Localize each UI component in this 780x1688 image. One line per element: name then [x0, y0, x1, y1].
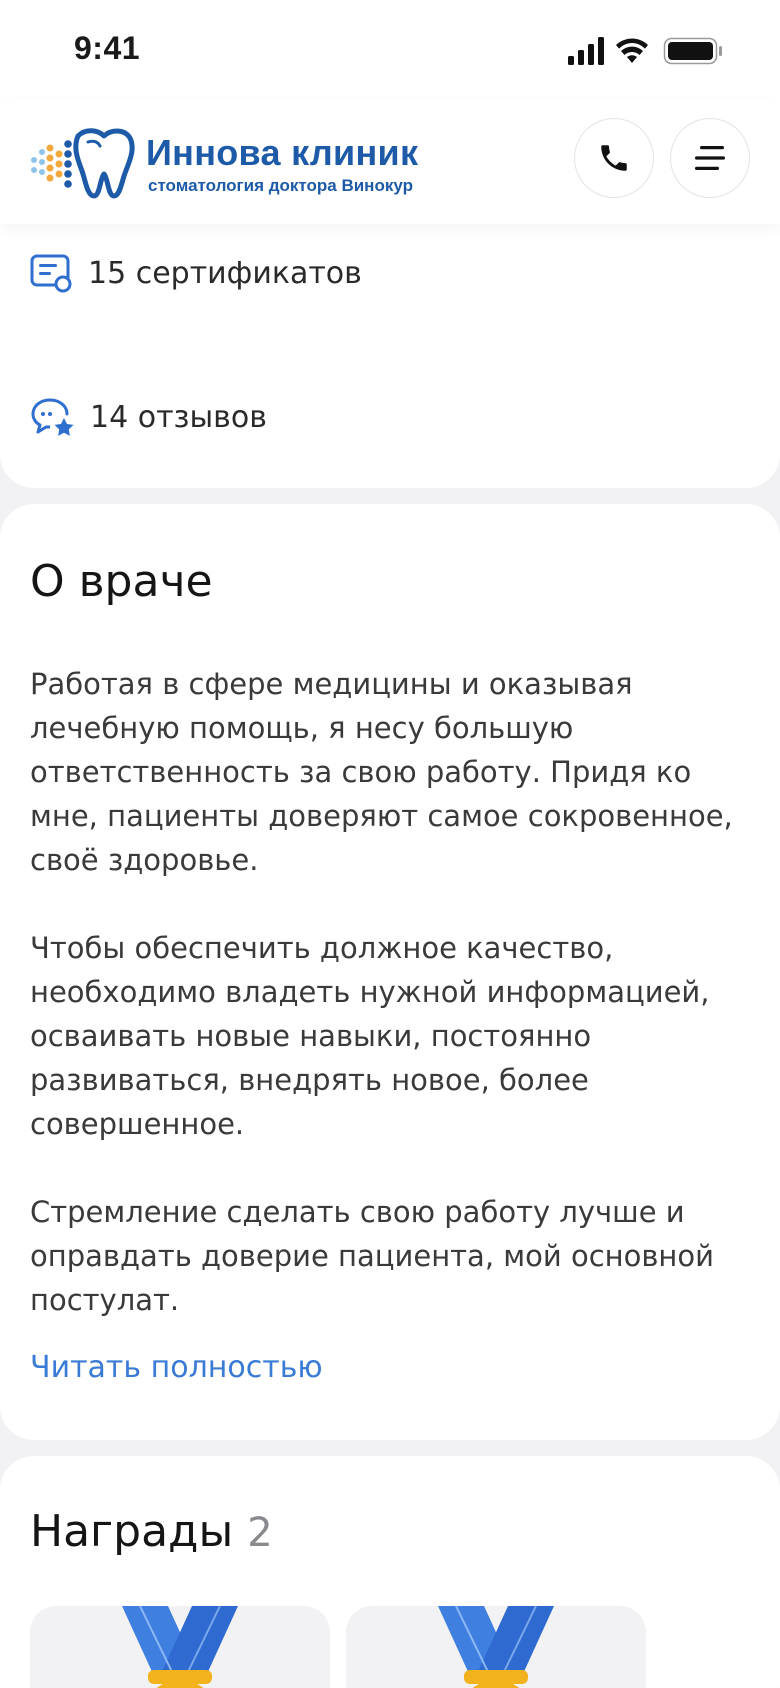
menu-button[interactable]: [670, 118, 750, 198]
awards-card: [0, 1456, 780, 1688]
about-paragraph-2: Чтобы обеспечить должное качество, необходимо владеть нужной информацией, осваивать новые навыки, постоянно развиваться, внедрять новое, более совершенное.: [30, 931, 710, 1141]
certificates-row[interactable]: [30, 248, 362, 298]
medal-icon: [30, 1606, 330, 1688]
medal-icon: [346, 1606, 646, 1688]
clinic-logo[interactable]: [28, 124, 448, 200]
about-title: О враче: [30, 556, 213, 607]
reviews-row[interactable]: [30, 392, 267, 442]
site-header: [0, 100, 780, 224]
review-chat-star-icon: [30, 396, 76, 438]
awards-title-label: Награды: [30, 1506, 234, 1557]
certificates-count: 15 сертификатов: [88, 255, 362, 291]
award-item[interactable]: [30, 1606, 330, 1688]
awards-title: [30, 1506, 273, 1557]
certificate-icon: [30, 253, 74, 293]
phone-icon: [597, 141, 631, 175]
status-time: 9:41: [74, 30, 141, 66]
reviews-count: 14 отзывов: [90, 399, 267, 435]
tooth-logo-icon: [28, 124, 138, 200]
award-item[interactable]: [346, 1606, 646, 1688]
about-doctor-card: [0, 504, 780, 1440]
awards-count: 2: [247, 1510, 273, 1556]
battery-icon: [665, 39, 723, 64]
call-button[interactable]: [574, 118, 654, 198]
doctor-stats-card: [0, 190, 780, 488]
status-bar: [0, 0, 780, 100]
status-icons: [568, 36, 728, 66]
menu-icon: [692, 143, 728, 173]
read-more-link[interactable]: Читать полностью: [30, 1350, 323, 1385]
wifi-icon: [616, 39, 648, 63]
signal-icon: [568, 37, 604, 65]
about-paragraph-3: Стремление сделать свою работу лучше и оправдать доверие пациента, мой основной постулат.: [30, 1195, 714, 1317]
about-paragraph-1: Работая в сфере медицины и оказывая лечебную помощь, я несу большую ответственность за свою работу. Придя ко мне, пациенты доверяют самое сокровенное, своё здоровье.: [30, 667, 733, 877]
logo-title: Иннова клиник: [146, 132, 419, 173]
logo-subtitle: стоматология доктора Винокур: [148, 176, 413, 195]
